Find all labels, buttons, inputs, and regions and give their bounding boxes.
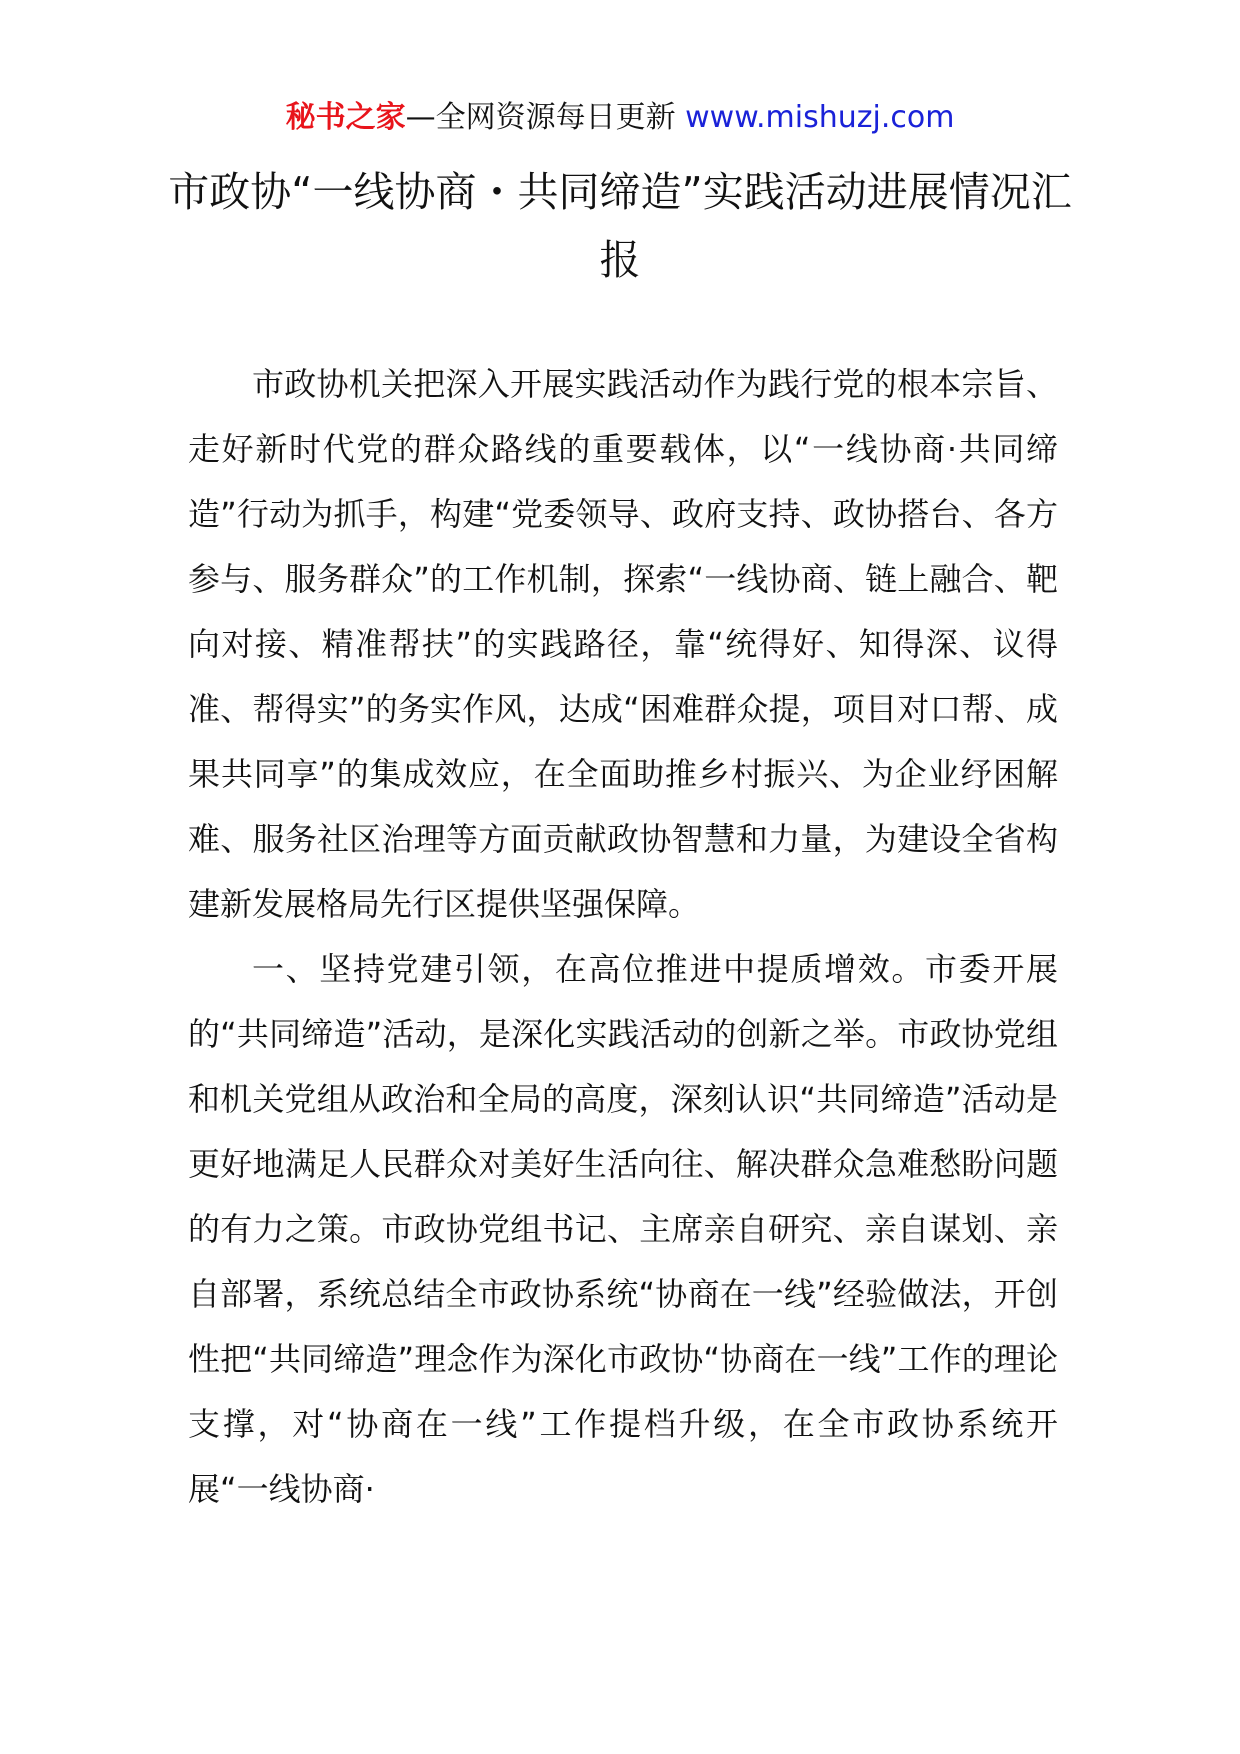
brand-name: 秘书之家 (285, 100, 406, 135)
site-header (0, 96, 1240, 140)
intro-paragraph (188, 352, 1058, 937)
section-one-paragraph (188, 937, 1058, 1522)
section-one-heading: 一、坚持党建引领，在高位推进中提质增效。 (252, 950, 926, 988)
document-title: 市政协“一线协商・共同缔造”实践活动进展情况汇报 (168, 168, 1072, 284)
intro-paragraph-text: 市政协机关把深入开展实践活动作为践行党的根本宗旨、走好新时代党的群众路线的重要载体，以“一线协商·共同缔造”行动为抓手，构建“党委领导、政府支持、政协搭台、各方参与、服务群众”的工作机制，探索“一线协商、链上融合、靶向对接、精准帮扶”的实践路径，靠“统得好、知得深、议得准、帮得实”的务实作风，达成“困难群众提，项目对口帮、成果共同享”的集成效应，在全面助推乡村振兴、为企业纾困解难、服务社区治理等方面贡献政协智慧和力量，为建设全省构建新发展格局先行区提供坚强保障。 (188, 365, 1058, 923)
site-url[interactable]: www.mishuzj.com (685, 100, 955, 135)
section-one-text: 市委开展的“共同缔造”活动，是深化实践活动的创新之举。市政协党组和机关党组从政治和全局的高度，深刻认识“共同缔造”活动是更好地满足人民群众对美好生活向往、解决群众急难愁盼问题的有力之策。市政协党组书记、主席亲自研究、亲自谋划、亲自部署，系统总结全市政协系统“协商在一线”经验做法，开创性把“共同缔造”理念作为深化市政协“协商在一线”工作的理论支撑，对“协商在一线”工作提档升级，在全市政协系统开展“一线协商· (188, 950, 1058, 1508)
header-tagline: —全网资源每日更新 (405, 100, 676, 135)
document-body (188, 352, 1058, 1522)
